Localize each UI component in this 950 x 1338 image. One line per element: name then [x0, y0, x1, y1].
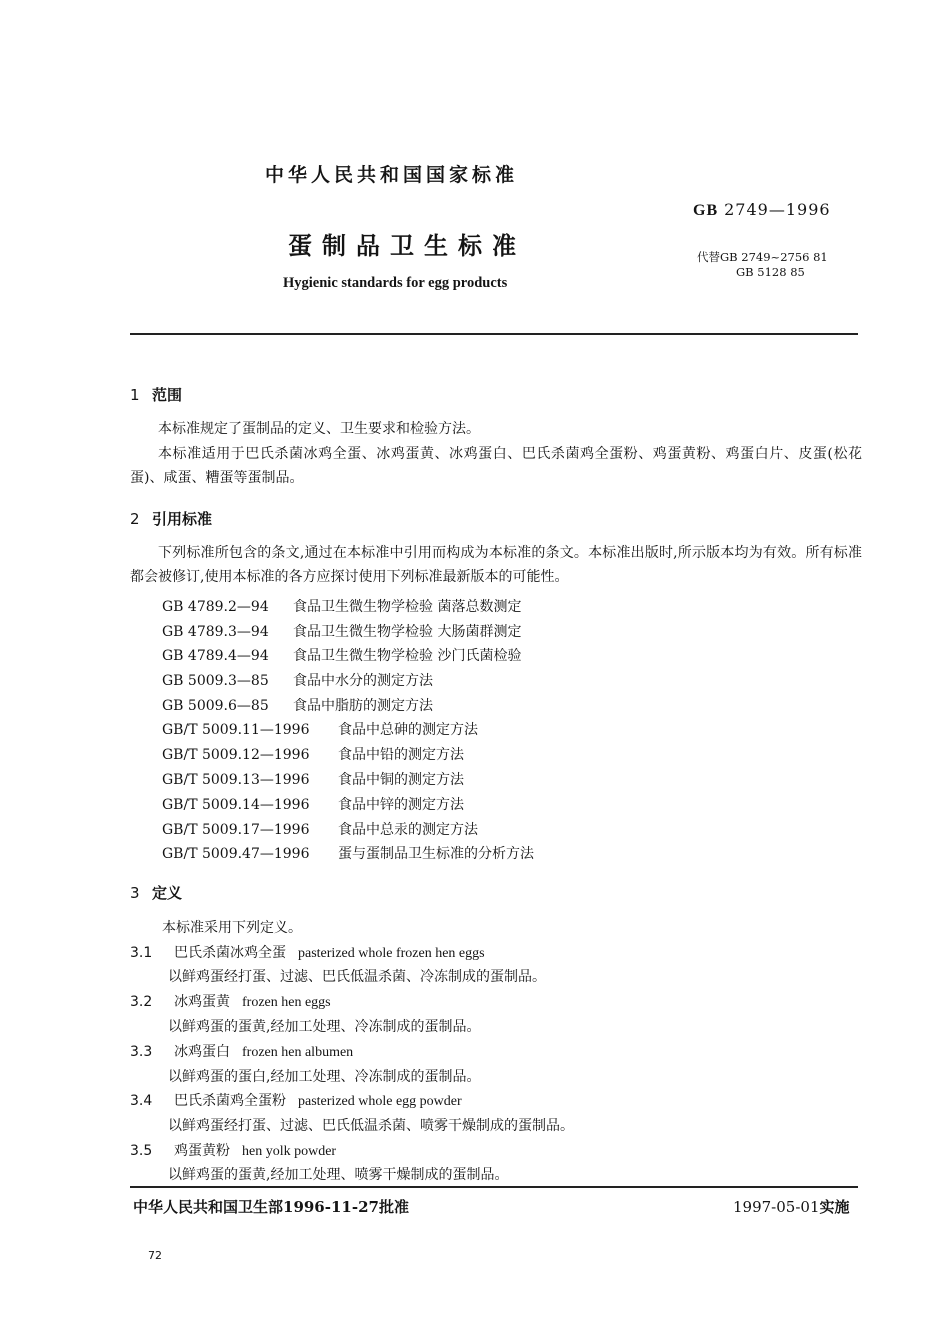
reference-item — [162, 819, 478, 839]
national-standard-heading: 中华人民共和国国家标准 — [265, 164, 519, 186]
reference-code: GB/T 5009.13—1996 — [162, 772, 310, 788]
reference-code: GB/T 5009.14—1996 — [162, 797, 310, 813]
page-number: 72 — [148, 1249, 162, 1262]
definition-number: 3.2 — [130, 994, 153, 1010]
definition-term-en: frozen hen albumen — [242, 1045, 354, 1060]
reference-name: 食品卫生微生物学检验 沙门氏菌检验 — [293, 648, 522, 664]
definition-term-cn: 鸡蛋黄粉 — [174, 1143, 230, 1159]
section-2-heading — [130, 508, 212, 529]
definition-term-cn: 冰鸡蛋白 — [174, 1044, 230, 1060]
reference-item — [162, 596, 521, 616]
standard-number — [693, 200, 831, 220]
section-title: 范围 — [152, 386, 183, 404]
standard-code: 2749—1996 — [724, 200, 831, 219]
replaces-note — [697, 250, 828, 280]
reference-name: 食品中总汞的测定方法 — [338, 822, 478, 838]
definition-body: 以鲜鸡蛋的蛋黄,经加工处理、冷冻制成的蛋制品。 — [168, 1019, 481, 1035]
section-3-intro: 本标准采用下列定义。 — [162, 920, 302, 936]
reference-code: GB/T 5009.12—1996 — [162, 747, 310, 763]
reference-item — [162, 794, 464, 814]
definition-term-en: frozen hen eggs — [242, 995, 331, 1010]
definition-term-en: hen yolk powder — [242, 1144, 337, 1159]
reference-name: 食品卫生微生物学检验 菌落总数测定 — [293, 599, 522, 615]
definition-body: 以鲜鸡蛋经打蛋、过滤、巴氏低温杀菌、喷雾干燥制成的蛋制品。 — [168, 1118, 574, 1134]
reference-item — [162, 744, 464, 764]
footer-divider — [130, 1186, 858, 1188]
definition-body: 以鲜鸡蛋的蛋黄,经加工处理、喷雾干燥制成的蛋制品。 — [168, 1167, 509, 1183]
section-1-paragraph-1: 本标准规定了蛋制品的定义、卫生要求和检验方法。 — [158, 421, 480, 437]
section-1-heading — [130, 384, 182, 405]
reference-item — [162, 769, 464, 789]
reference-item — [162, 645, 521, 665]
definition-term — [130, 1090, 462, 1110]
definition-term-en: pasterized whole egg powder — [298, 1094, 462, 1109]
reference-name: 食品中铜的测定方法 — [338, 772, 464, 788]
reference-name: 食品卫生微生物学检验 大肠菌群测定 — [293, 624, 522, 640]
definition-term-en: pasterized whole frozen hen eggs — [298, 946, 485, 961]
reference-name: 食品中铅的测定方法 — [338, 747, 464, 763]
reference-item — [162, 621, 521, 641]
reference-code: GB/T 5009.11—1996 — [162, 722, 310, 738]
section-title: 定义 — [152, 884, 183, 902]
definition-body: 以鲜鸡蛋的蛋白,经加工处理、冷冻制成的蛋制品。 — [168, 1069, 481, 1085]
reference-code: GB 5009.6—85 — [162, 698, 269, 714]
reference-item — [162, 843, 534, 863]
effective-statement — [733, 1196, 850, 1217]
definition-term-cn: 冰鸡蛋黄 — [174, 994, 230, 1010]
replaces-line-1: 代替GB 2749~2756 81 — [697, 250, 828, 264]
effective-date: 1997-05-01 — [733, 1198, 820, 1216]
standard-prefix: GB — [693, 202, 719, 219]
reference-code: GB 5009.3—85 — [162, 673, 269, 689]
section-number: 1 — [130, 386, 140, 404]
approval-statement: 中华人民共和国卫生部1996-11-27批准 — [133, 1198, 409, 1216]
reference-name: 食品中总砷的测定方法 — [338, 722, 478, 738]
definition-term — [130, 991, 331, 1011]
document-title: 蛋制品卫生标准 — [288, 231, 526, 260]
definition-number: 3.1 — [130, 945, 153, 961]
section-number: 2 — [130, 510, 140, 528]
definition-term — [130, 1041, 353, 1061]
section-title: 引用标准 — [152, 510, 213, 528]
definition-number: 3.3 — [130, 1044, 153, 1060]
reference-code: GB 4789.3—94 — [162, 624, 269, 640]
definition-body: 以鲜鸡蛋经打蛋、过滤、巴氏低温杀菌、冷冻制成的蛋制品。 — [168, 969, 546, 985]
reference-code: GB 4789.4—94 — [162, 648, 269, 664]
definition-term — [130, 942, 485, 962]
reference-name: 蛋与蛋制品卫生标准的分析方法 — [338, 846, 534, 862]
replaces-line-2: GB 5128 85 — [736, 265, 805, 279]
definition-term-cn: 巴氏杀菌鸡全蛋粉 — [174, 1093, 286, 1109]
header-divider — [130, 333, 858, 335]
reference-code: GB/T 5009.17—1996 — [162, 822, 310, 838]
section-number: 3 — [130, 884, 140, 902]
reference-name: 食品中脂肪的测定方法 — [293, 698, 433, 714]
reference-item — [162, 670, 433, 690]
reference-item — [162, 695, 433, 715]
definition-term-cn: 巴氏杀菌冰鸡全蛋 — [174, 945, 286, 961]
reference-name: 食品中水分的测定方法 — [293, 673, 433, 689]
section-3-heading — [130, 882, 182, 903]
definition-number: 3.5 — [130, 1143, 153, 1159]
english-title: Hygienic standards for egg products — [283, 275, 508, 291]
definition-term — [130, 1140, 336, 1160]
reference-name: 食品中锌的测定方法 — [338, 797, 464, 813]
effective-label: 实施 — [819, 1198, 850, 1216]
reference-item — [162, 719, 478, 739]
reference-code: GB/T 5009.47—1996 — [162, 846, 310, 862]
section-1-paragraph-2: 本标准适用于巴氏杀菌冰鸡全蛋、冰鸡蛋黄、冰鸡蛋白、巴氏杀菌鸡全蛋粉、鸡蛋黄粉、鸡蛋白片、皮蛋(松花蛋)、咸蛋、糟蛋等蛋制品。 — [130, 446, 862, 486]
definition-number: 3.4 — [130, 1093, 153, 1109]
reference-code: GB 4789.2—94 — [162, 599, 269, 615]
section-2-intro: 下列标准所包含的条文,通过在本标准中引用而构成为本标准的条文。本标准出版时,所示版本均为有效。所有标准都会被修订,使用本标准的各方应探讨使用下列标准最新版本的可能性。 — [130, 545, 862, 585]
